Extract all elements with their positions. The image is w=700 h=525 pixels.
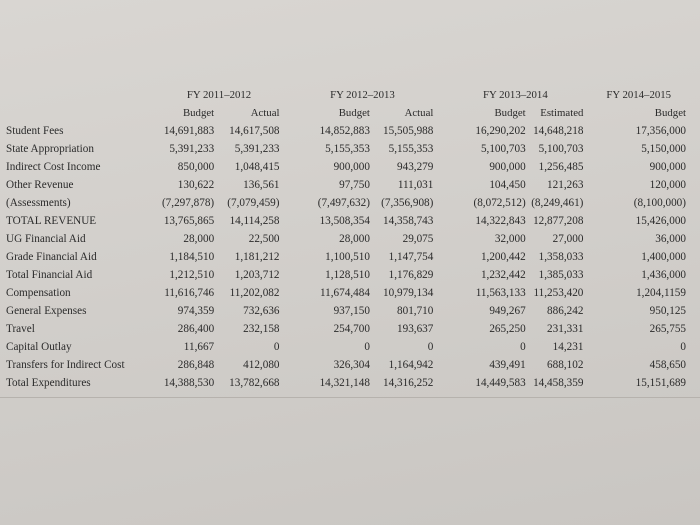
table-row (6, 122, 694, 140)
cell-value: 0 (680, 341, 686, 353)
cell-value: 14,648,218 (533, 125, 584, 137)
cell-value: 14,316,252 (383, 377, 434, 389)
fiscal-year-header-row (6, 86, 694, 104)
cell-value: 232,158 (243, 323, 280, 335)
cell-value: 14,388,530 (163, 377, 215, 389)
cell-value: 14,231 (552, 341, 584, 353)
cell-value: 1,358,033 (538, 251, 584, 263)
cell-value: (8,249,461) (531, 197, 584, 209)
cell-value: 14,691,883 (163, 125, 215, 137)
cell-value: 439,491 (489, 359, 526, 371)
cell-value: 11,616,746 (164, 287, 215, 299)
cell-value: 286,848 (177, 359, 215, 371)
table-row (6, 320, 694, 338)
cell-value: 5,100,703 (480, 143, 526, 155)
column-subheader: Actual (250, 107, 280, 119)
cell-value: 1,385,033 (538, 269, 584, 281)
row-label: TOTAL REVENUE (6, 215, 97, 227)
cell-value: 29,075 (402, 233, 434, 245)
cell-value: 458,650 (649, 359, 686, 371)
cell-value: 193,637 (397, 323, 434, 335)
table-row (6, 212, 694, 230)
cell-value: 5,150,000 (641, 143, 686, 155)
table-row (6, 338, 694, 356)
cell-value: 1,181,212 (234, 251, 280, 263)
cell-value: 0 (273, 341, 280, 353)
row-label: Compensation (6, 287, 71, 299)
cell-value: 15,505,988 (383, 125, 434, 137)
column-subheader: Budget (182, 107, 215, 119)
fiscal-year-header: FY 2011–2012 (186, 89, 252, 101)
cell-value: 900,000 (333, 161, 370, 173)
table-row-total-expenditures (6, 374, 694, 392)
cell-value: 32,000 (494, 233, 526, 245)
cell-value: 1,200,442 (480, 251, 526, 263)
cell-value: 5,100,703 (538, 143, 584, 155)
cell-value: 22,500 (248, 233, 280, 245)
cell-value: 1,176,829 (388, 269, 434, 281)
cell-value: 136,561 (243, 179, 280, 191)
column-subheader: Budget (338, 107, 370, 119)
row-label: Transfers for Indirect Cost (6, 359, 125, 371)
table-row (6, 356, 694, 374)
cell-value: 104,450 (489, 179, 526, 191)
table-row (6, 140, 694, 158)
cell-value: 950,125 (649, 305, 686, 317)
cell-value: 14,852,883 (319, 125, 370, 137)
cell-value: 15,426,000 (635, 215, 686, 227)
column-subheader: Budget (654, 107, 686, 119)
column-subheader: Estimated (540, 107, 584, 119)
row-label: Other Revenue (6, 179, 74, 191)
cell-value: (7,497,632) (317, 197, 370, 209)
cell-value: 0 (520, 341, 526, 353)
cell-value: 13,782,668 (229, 377, 280, 389)
cell-value: (8,072,512) (473, 197, 526, 209)
cell-value: 17,356,000 (635, 125, 686, 137)
cell-value: 5,155,353 (325, 143, 370, 155)
table-row (6, 230, 694, 248)
cell-value: 1,147,754 (388, 251, 434, 263)
row-label: (Assessments) (6, 197, 71, 209)
cell-value: 28,000 (339, 233, 370, 245)
cell-value: 28,000 (183, 233, 215, 245)
cell-value: 231,331 (547, 323, 584, 335)
header-spacer (6, 104, 153, 122)
cell-value: (7,356,908) (381, 197, 434, 209)
table-row (6, 194, 694, 212)
cell-value: 0 (427, 341, 434, 353)
cell-value: 11,202,082 (229, 287, 280, 299)
cell-value: 16,290,202 (475, 125, 526, 137)
cell-value: 412,080 (243, 359, 280, 371)
cell-value: 5,155,353 (388, 143, 434, 155)
cell-value: 130,622 (177, 179, 215, 191)
fiscal-year-header: FY 2014–2015 (606, 89, 672, 101)
row-label: UG Financial Aid (6, 233, 86, 245)
row-label: General Expenses (6, 305, 87, 317)
cell-value: 1,204,1159 (636, 287, 686, 299)
cell-value: 1,184,510 (169, 251, 215, 263)
table-row (6, 158, 694, 176)
cell-value: 1,100,510 (325, 251, 370, 263)
row-label: Capital Outlay (6, 341, 72, 353)
cell-value: 801,710 (397, 305, 434, 317)
cell-value: 254,700 (333, 323, 370, 335)
cell-value: 14,617,508 (229, 125, 280, 137)
row-label: Grade Financial Aid (6, 251, 97, 263)
cell-value: 265,250 (489, 323, 526, 335)
column-subheader-row (6, 104, 694, 122)
row-label: Total Expenditures (6, 377, 91, 389)
row-label: State Appropriation (6, 143, 94, 155)
cell-value: 11,667 (183, 341, 215, 353)
cell-value: 688,102 (547, 359, 584, 371)
cell-value: 5,391,233 (234, 143, 280, 155)
cell-value: 1,400,000 (641, 251, 686, 263)
cell-value: 14,321,148 (319, 377, 370, 389)
cell-value: 111,031 (397, 179, 434, 191)
cell-value: (8,100,000) (633, 197, 686, 209)
cell-value: 14,358,743 (383, 215, 434, 227)
table-row (6, 266, 694, 284)
cell-value: 900,000 (649, 161, 686, 173)
cell-value: 36,000 (655, 233, 686, 245)
cell-value: 0 (364, 341, 370, 353)
cell-value: 1,436,000 (641, 269, 686, 281)
row-label: Indirect Cost Income (6, 161, 101, 173)
cell-value: 1,203,712 (234, 269, 280, 281)
row-label: Student Fees (6, 125, 64, 137)
cell-value: 11,253,420 (533, 287, 584, 299)
cell-value: 900,000 (489, 161, 526, 173)
cell-value: 265,755 (649, 323, 686, 335)
cell-value: 11,674,484 (319, 287, 370, 299)
cell-value: 15,151,689 (635, 377, 686, 389)
header-spacer (6, 86, 153, 104)
cell-value: 1,212,510 (169, 269, 215, 281)
table-row (6, 284, 694, 302)
cell-value: 97,750 (339, 179, 370, 191)
cell-value: 1,256,485 (538, 161, 584, 173)
cell-value: 943,279 (397, 161, 434, 173)
cell-value: 27,000 (552, 233, 584, 245)
table-row (6, 176, 694, 194)
cell-value: 974,359 (177, 305, 215, 317)
fiscal-year-header: FY 2013–2014 (483, 89, 548, 101)
cell-value: 949,267 (489, 305, 526, 317)
cell-value: 11,563,133 (475, 287, 526, 299)
cell-value: 850,000 (177, 161, 215, 173)
cell-value: 12,877,208 (533, 215, 584, 227)
cell-value: 13,765,865 (163, 215, 215, 227)
cell-value: 732,636 (243, 305, 280, 317)
cell-value: 886,242 (547, 305, 584, 317)
cell-value: 121,263 (547, 179, 584, 191)
table-bottom-rule (0, 397, 700, 398)
cell-value: 286,400 (177, 323, 215, 335)
cell-value: (7,297,878) (161, 197, 215, 209)
cell-value: 1,048,415 (234, 161, 280, 173)
cell-value: 1,128,510 (325, 269, 370, 281)
cell-value: 120,000 (649, 179, 686, 191)
cell-value: 14,322,843 (475, 215, 526, 227)
cell-value: 937,150 (333, 305, 370, 317)
cell-value: 14,458,359 (533, 377, 584, 389)
cell-value: 1,232,442 (480, 269, 526, 281)
cell-value: (7,079,459) (227, 197, 280, 209)
cell-value: 1,164,942 (388, 359, 434, 371)
budget-table (6, 86, 694, 392)
cell-value: 14,449,583 (475, 377, 526, 389)
cell-value: 326,304 (333, 359, 370, 371)
cell-value: 10,979,134 (383, 287, 434, 299)
row-label: Travel (6, 323, 35, 335)
column-subheader: Actual (404, 107, 434, 119)
cell-value: 5,391,233 (169, 143, 215, 155)
row-label: Total Financial Aid (6, 269, 93, 281)
cell-value: 13,508,354 (319, 215, 370, 227)
table-row (6, 248, 694, 266)
table-row (6, 302, 694, 320)
column-subheader: Budget (494, 107, 526, 119)
fiscal-year-header: FY 2012–2013 (330, 89, 395, 101)
cell-value: 14,114,258 (229, 215, 280, 227)
